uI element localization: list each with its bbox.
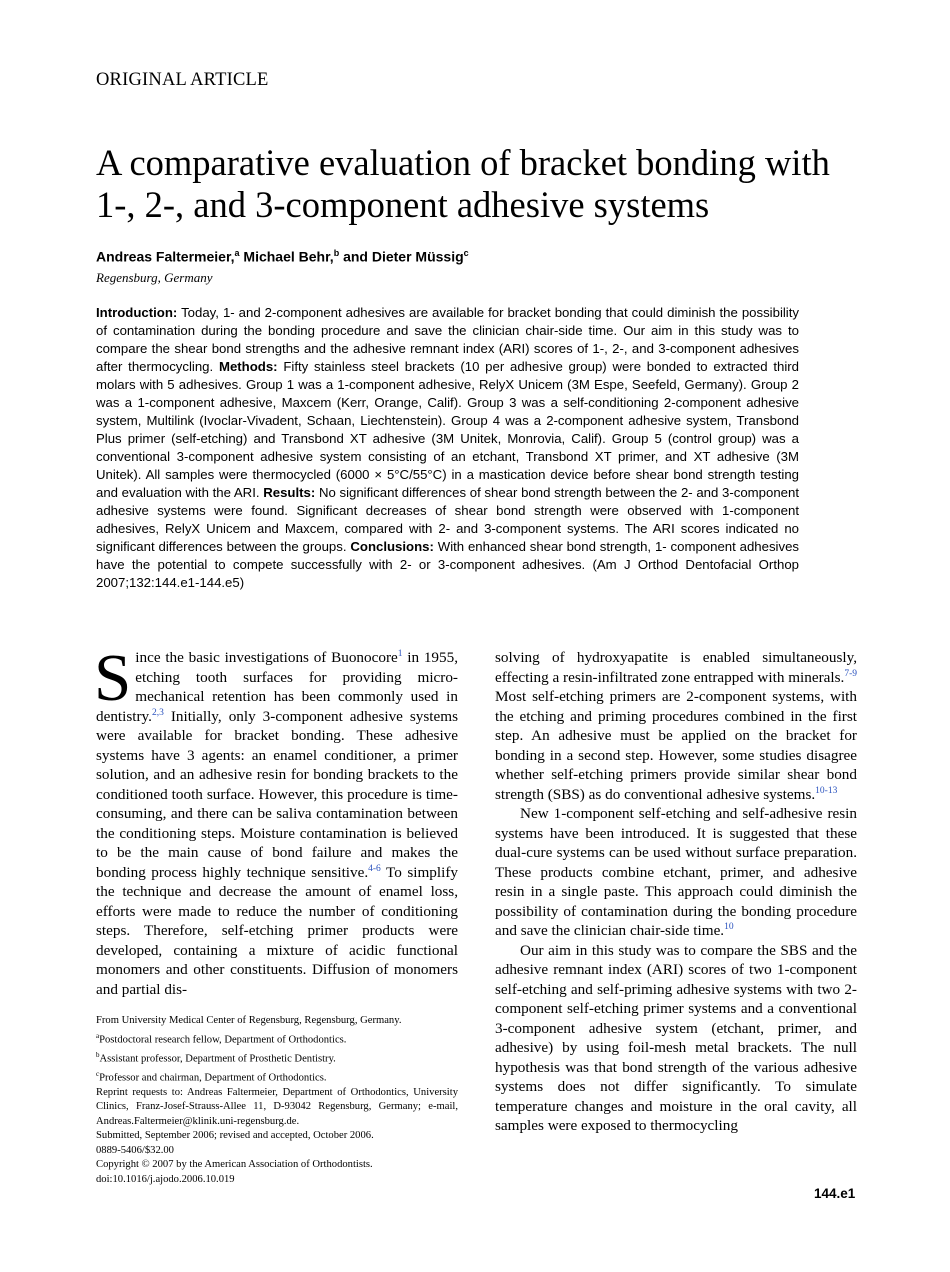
author-name: Andreas Faltermeier,	[96, 248, 235, 265]
author-affiliation-mark: c	[463, 248, 469, 258]
drop-cap: S	[94, 641, 132, 715]
body-paragraph	[94, 641, 458, 999]
body-paragraph	[495, 804, 857, 941]
author-affiliation-mark: a	[234, 248, 240, 258]
body-paragraph	[495, 648, 857, 804]
abstract-conclusions-label: Conclusions:	[350, 539, 434, 554]
article-title: A comparative evaluation of bracket bonding with 1-, 2-, and 3-component adhesive systems	[96, 142, 830, 225]
footnote-copyright: Copyright © 2007 by the American Association of Orthodontists.	[96, 1159, 373, 1171]
footnote-reprint: Reprint requests to: Andreas Faltermeier, Department of Orthodontics, University Clinics, Franz-Josef-Strauss-Allee 11, D-93042 Regensburg, Germany; e-mail, Andreas.Faltermeier@klinik.uni-regensburg.de.	[96, 1086, 458, 1127]
footnote-text: Professor and chairman, Department of Orthodontics.	[99, 1072, 327, 1084]
reference-link[interactable]: 10-13	[815, 785, 838, 796]
author-name: Michael Behr,	[243, 248, 334, 265]
author-name: Dieter Müssig	[371, 248, 464, 265]
reference-link[interactable]: 2,3	[151, 707, 164, 718]
abstract-methods-text: Fifty stainless steel brackets (10 per adhesive group) were bonded to extracted third molars with 5 adhesives. Group 1 was a 1-component adhesive, RelyX Unicem (3M Espe, Seefeld, Germany). Group 2 was a 1-component adhesive, Maxcem (Kerr, Orange, Calif). Group 3 was a self-conditioning 2-component adhesive system, Multilink (Ivoclar-Vivadent, Schaan, Liechtenstein). Group 4 was a 2-component adhesive system, Transbond Plus primer (self-etching) and Transbond XT adhesive (3M Unitek, Monrovia, Calif). Group 5 (control group) was a conventional 3-component adhesive system consisting of an etchant, Transbond XT primer, and XT adhesive (3M Unitek). All samples were thermocycled (6000 × 5°C/55°C) in a mastication device before shear bond strength testing and evaluation with the ARI.	[96, 359, 800, 500]
abstract	[96, 304, 799, 592]
reference-link[interactable]: 4-6	[368, 863, 381, 874]
body-column-left	[94, 641, 458, 999]
footnote-text: Assistant professor, Department of Prosthetic Dentistry.	[99, 1053, 336, 1065]
footnote-text: Postdoctoral research fellow, Department of Orthodontics.	[99, 1034, 347, 1046]
body-text: solving of hydroxyapatite is enabled simultaneously, effecting a resin-infiltrated zone entrapped with minerals.	[495, 649, 857, 686]
footnote-mark: a	[96, 1031, 100, 1040]
author-join: and	[343, 248, 368, 265]
reference-link[interactable]: 1	[397, 648, 403, 659]
abstract-intro-text: Today, 1- and 2-component adhesives are available for bracket bonding that could diminish the possibility of contamination during the bonding procedure and save the clinician chair-side time. Our aim in this study was to compare the shear bond strengths and the adhesive remnant index (ARI) scores of 1-, 2-, and 3-component adhesives after thermocycling.	[96, 305, 799, 374]
abstract-results-label: Results:	[263, 485, 316, 500]
footnote-affiliation: From University Medical Center of Regensburg, Regensburg, Germany.	[96, 1015, 402, 1026]
body-text: ince the basic investigations of Buonocore	[135, 649, 398, 666]
body-text: New 1-component self-etching and self-adhesive resin systems have been introduced. It is suggested that these dual-cure systems can be used without surface preparation. These products combine etchant, primer, and adhesive resin in a single paste. This approach could diminish the possibility of contamination during the bonding procedure and save the clinician chair-side time.	[495, 805, 857, 939]
page-number: 144.e1	[814, 1186, 856, 1201]
footnote-mark: c	[96, 1069, 100, 1078]
body-text: in 1955, etching tooth surfaces for providing micro-mechanical retention has been commonly used in dentistry.	[96, 649, 458, 725]
author-location: Regensburg, Germany	[96, 270, 213, 285]
abstract-intro-label: Introduction:	[96, 305, 178, 320]
footnotes	[96, 1014, 458, 1187]
footnote-doi[interactable]: doi:10.1016/j.ajodo.2006.10.019	[96, 1173, 235, 1185]
section-label: ORIGINAL ARTICLE	[96, 70, 269, 90]
abstract-methods-label: Methods:	[218, 359, 278, 374]
footnote-submitted: Submitted, September 2006; revised and accepted, October 2006.	[96, 1130, 374, 1142]
body-text: To simplify the technique and decrease the amount of enamel loss, efforts were made to reduce the number of conditioning steps. Therefore, self-etching primer products were developed, containing a mixture of acidic functional monomers and other constituents. Diffusion of monomers and partial dis-	[96, 863, 458, 998]
reference-link[interactable]: 7-9	[844, 668, 857, 679]
abstract-results-text: No significant differences of shear bond strength between the 2- and 3-component adhesive systems were found. Significant decreases of shear bond strength were observed with 1-component adhesives, RelyX Unicem and Maxcem, compared with 2- and 3-component systems. The ARI scores indicated no significant differences between the groups.	[96, 485, 799, 554]
footnote-a	[96, 1029, 458, 1048]
body-text: Initially, only 3-component adhesive systems were available for bracket bonding. These adhesive systems have 3 agents: an enamel conditioner, a primer solution, and an adhesive resin for bonding brackets to the conditioned tooth surface. However, this procedure is time-consuming, and there can be saliva contamination between the conditioning steps. Moisture contamination is believed to be the main cause of bond failure and makes the bonding process highly technique sensitive.	[96, 707, 458, 881]
reference-link[interactable]: 10	[724, 921, 734, 932]
body-column-right	[495, 648, 857, 1136]
footnote-mark: b	[96, 1050, 100, 1059]
body-text: Most self-etching primers are 2-component systems, with the etching and priming procedures combined in the first step. An adhesive must be applied on the bracket for bonding in a second step. However, some studies disagree whether self-etching primers provide similar shear bond strength (SBS) as do conventional adhesive systems.	[495, 688, 857, 803]
author-list	[96, 248, 469, 265]
body-paragraph: Our aim in this study was to compare the SBS and the adhesive remnant index (ARI) scores of two 1-component self-etching and self-priming adhesive systems with two 2-component self-etching primer systems and a conventional 3-component adhesive system (etchant, primer, and adhesive) by using foil-mesh metal brackets. The null hypothesis was that bond strength of the various adhesive systems does not differ significantly. To simulate temperature changes and moisture in the oral cavity, all samples were exposed to thermocycling	[495, 941, 857, 1134]
footnote-c	[96, 1067, 458, 1086]
author-affiliation-mark: b	[333, 248, 340, 258]
footnote-b	[96, 1048, 458, 1067]
footnote-issn: 0889-5406/$32.00	[96, 1144, 174, 1156]
abstract-conclusions-text: With enhanced shear bond strength, 1- component adhesives have the potential to compete successfully with 2- or 3-component adhesives. (Am J Orthod Dentofacial Orthop 2007;132:144.e1-144.e5)	[96, 539, 800, 590]
